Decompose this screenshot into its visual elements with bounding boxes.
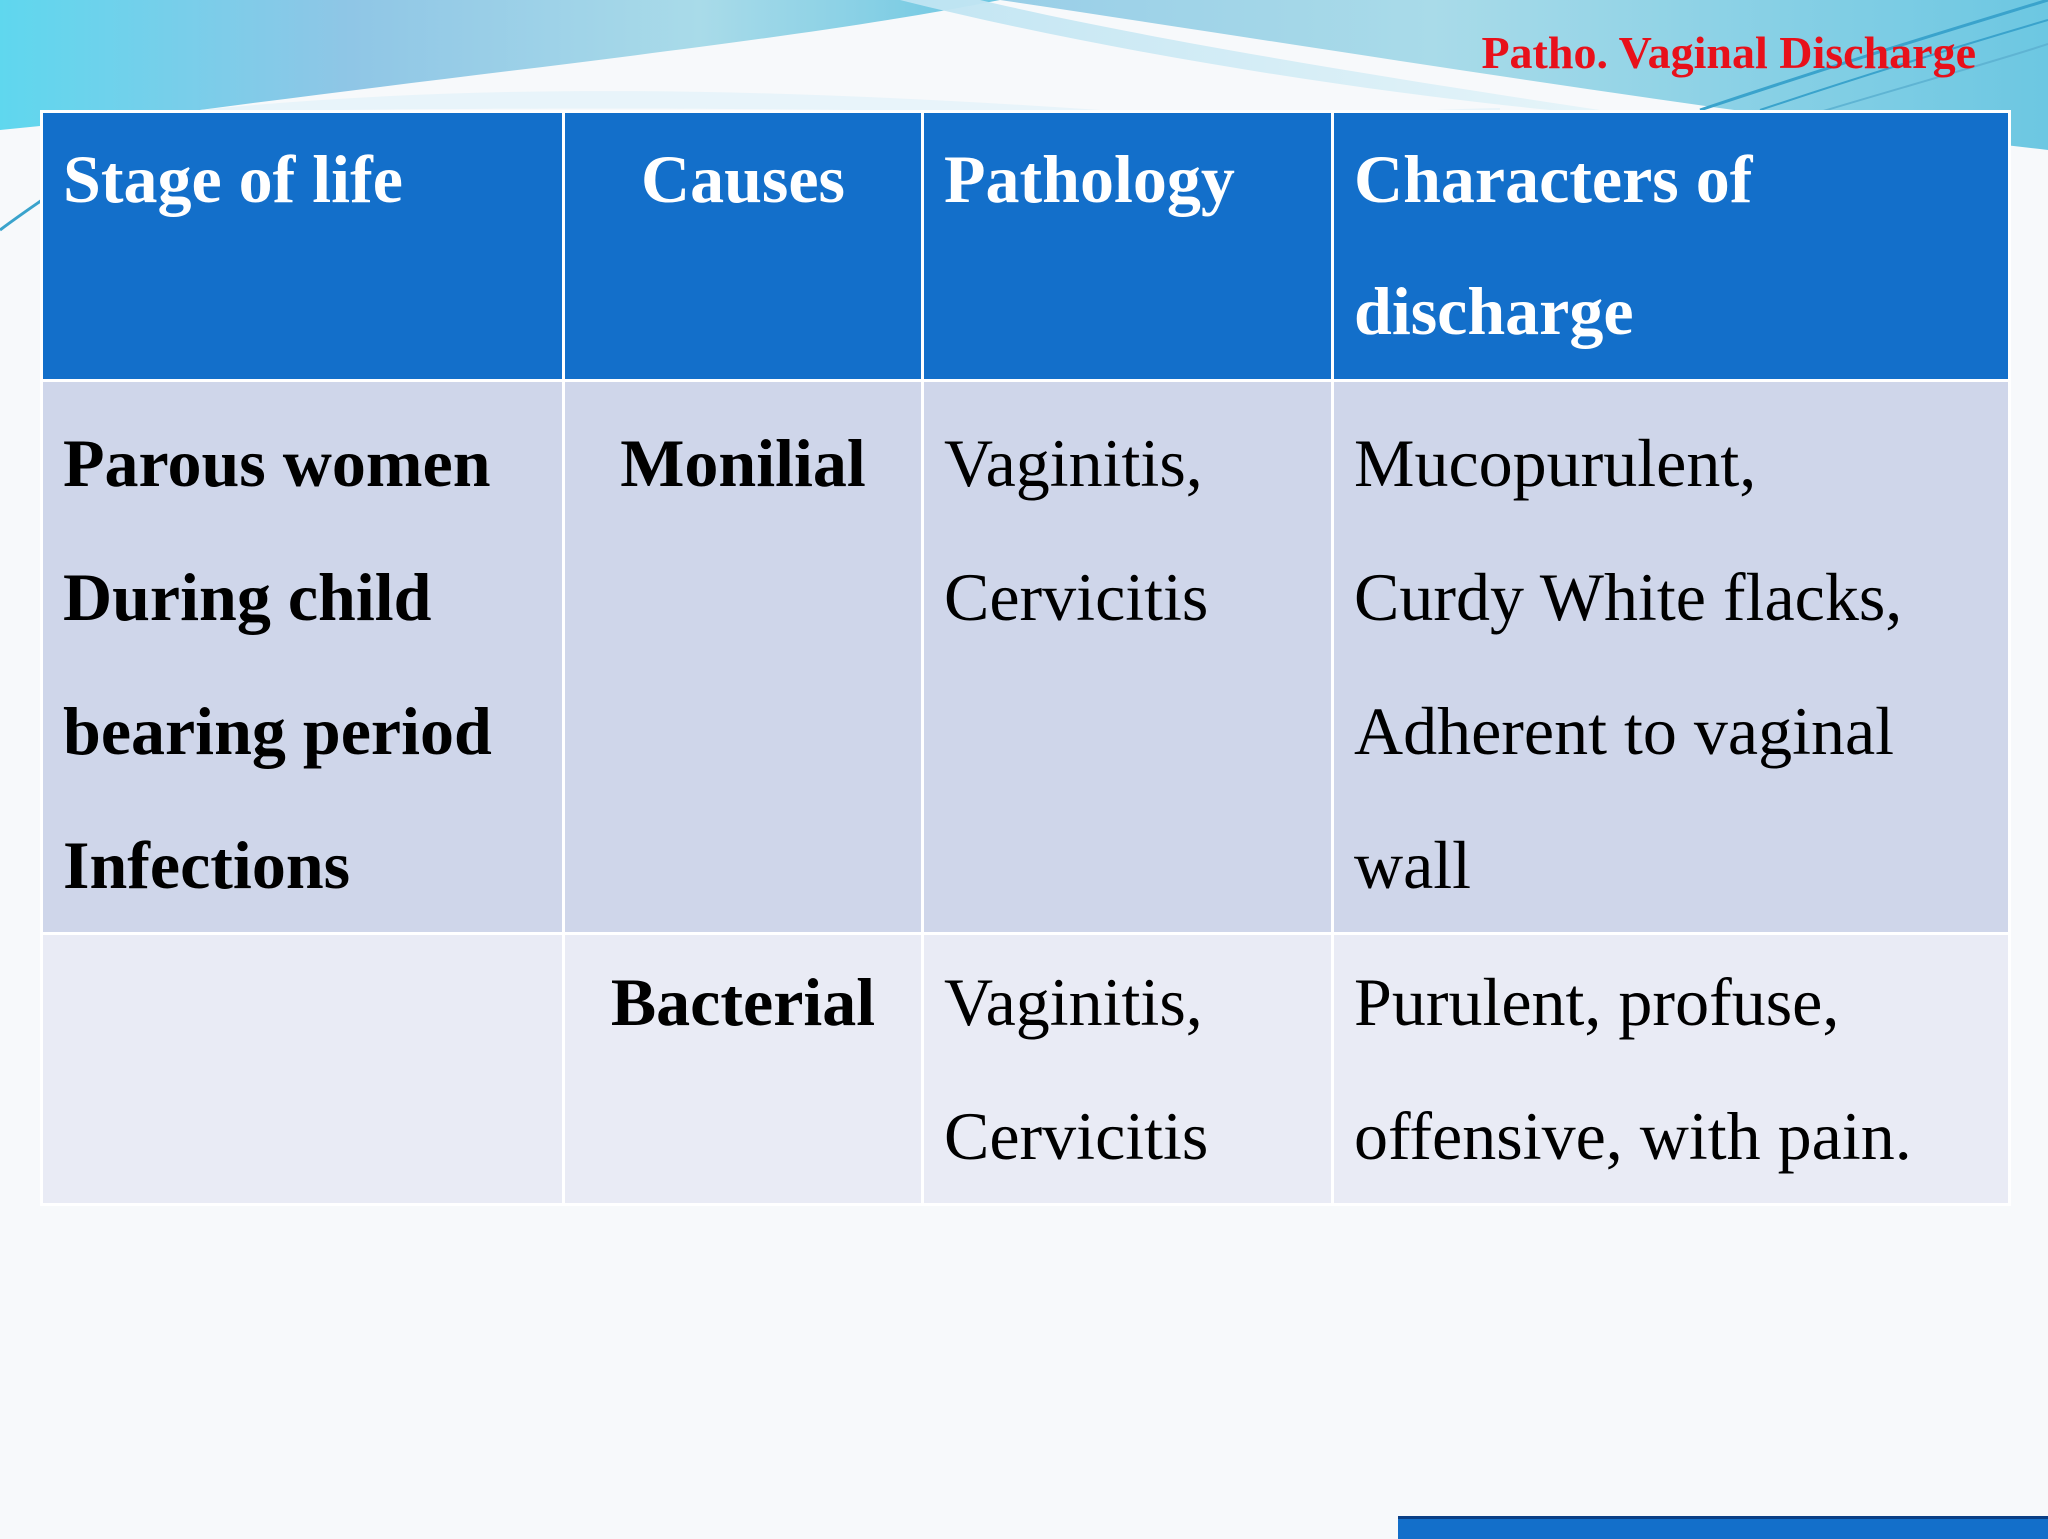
cell-stage-of-life — [42, 934, 564, 1205]
cell-stage-of-life — [42, 381, 564, 934]
cell-pathology — [923, 381, 1333, 934]
cell-characters — [1333, 381, 2010, 934]
discharge-table — [40, 110, 2011, 1206]
cell-cause: Bacterial — [564, 934, 923, 1205]
stage-line: Infections — [63, 827, 351, 903]
characters-line: offensive, with pain. — [1354, 1098, 1912, 1174]
stage-line: Parous women — [63, 425, 491, 501]
header-pathology: Pathology — [923, 112, 1333, 381]
pathology-line: Vaginitis, — [944, 425, 1203, 501]
characters-line: Adherent to vaginal — [1354, 693, 1895, 769]
pathology-line: Cervicitis — [944, 559, 1209, 635]
pathology-line: Cervicitis — [944, 1098, 1209, 1174]
header-causes: Causes — [564, 112, 923, 381]
slide-title: Patho. Vaginal Discharge — [1481, 27, 1976, 78]
table-row — [42, 381, 2010, 934]
characters-line: Curdy White flacks, — [1354, 559, 1903, 635]
pathology-line: Vaginitis, — [944, 964, 1203, 1040]
cell-pathology — [923, 934, 1333, 1205]
header-characters-of-discharge: Characters of discharge — [1333, 112, 2010, 381]
characters-line: wall — [1354, 827, 1472, 903]
table-row — [42, 934, 2010, 1205]
header-stage-of-life: Stage of life — [42, 112, 564, 381]
stage-line: bearing period — [63, 693, 492, 769]
characters-line: Purulent, profuse, — [1354, 964, 1840, 1040]
table-header-row — [42, 112, 2010, 381]
cell-cause: Monilial — [564, 381, 923, 934]
characters-line: Mucopurulent, — [1354, 425, 1757, 501]
cell-characters — [1333, 934, 2010, 1205]
stage-line: During child — [63, 559, 432, 635]
